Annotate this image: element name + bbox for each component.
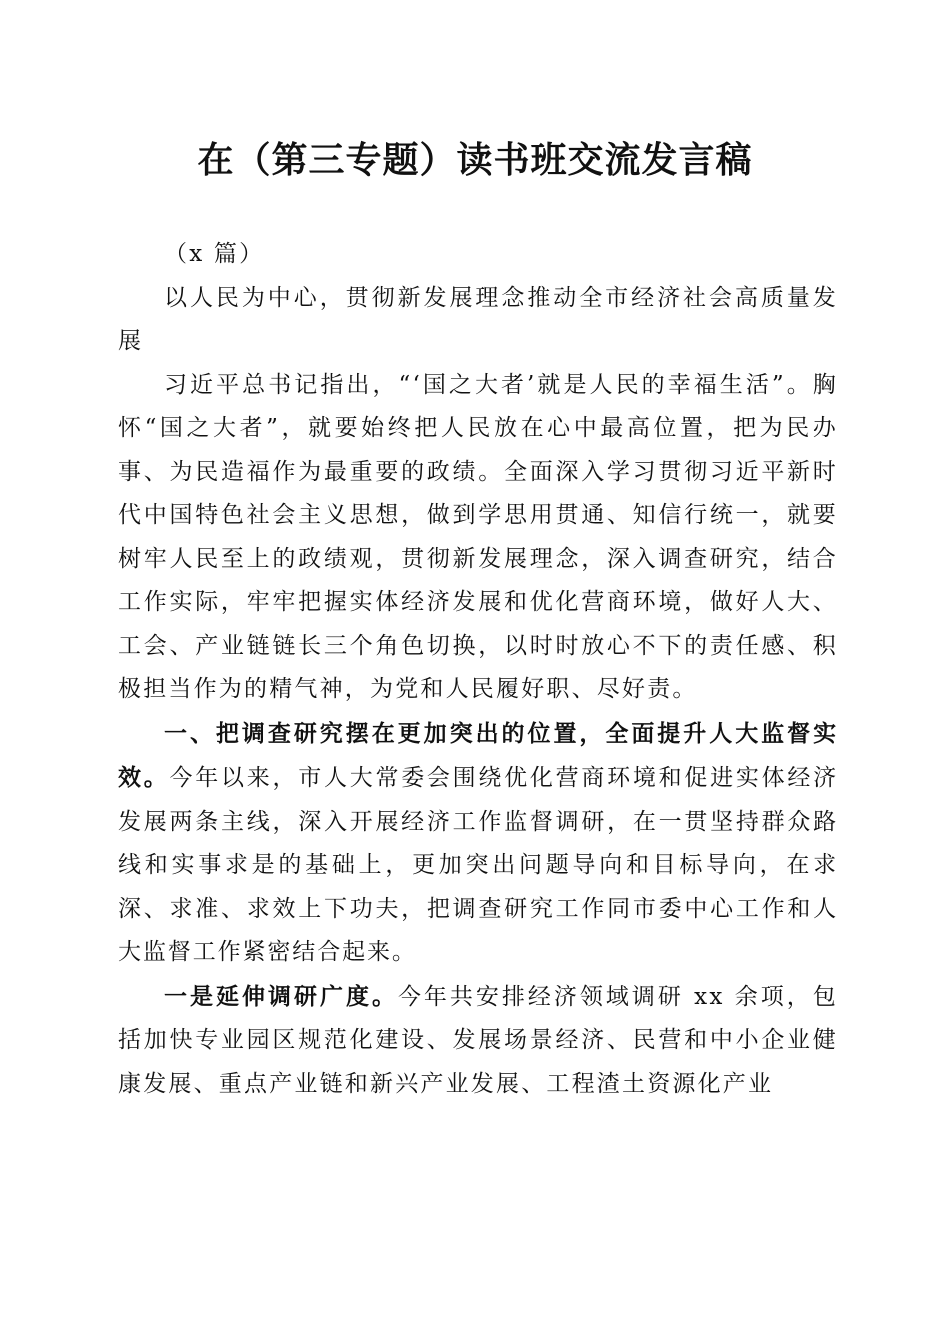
section-one-text: 今年以来，市人大常委会围绕优化营商环境和促进实体经济发展两条主线，深入开展经济工作监督调研，在一贯坚持群众路线和实事求是的基础上，更加突出问题导向和目标导向，在求深、求准、求效上下功夫，把调查研究工作同市委中心工作和人大监督工作紧密结合起来。 [118,765,838,965]
paragraph-author-note: （x 篇） [164,241,265,267]
paragraph-point-one [118,975,838,1107]
paragraph-intro: 习近平总书记指出，“‘国之大者’就是人民的幸福生活”。胸怀“国之大者”，就要始终把人民放在心中最高位置，把为民办事、为民造福作为最重要的政绩。全面深入学习贯彻习近平新时代中国特色社会主义思想，做到学思用贯通、知信行统一，就要树牢人民至上的政绩观，贯彻新发展理念，深入调查研究，结合工作实际，牢牢把握实体经济发展和优化营商环境，做好人大、工会、产业链链长三个角色切换，以时时放心不下的责任感、积极担当作为的精气神，为党和人民履好职、尽好责。 [118,371,838,702]
section-one-heading: 一、把调查研究摆在更加突出的位置，全面提升人大监督实效。 [118,719,838,791]
paragraph-subtitle: 以人民为中心，贯彻新发展理念推动全市经济社会高质量发展 [118,284,838,354]
document-title: 在（第三专题）读书班交流发言稿 [197,139,753,181]
point-one-text: 今年共安排经济领域调研 xx 余项，包括加快专业园区规范化建设、发展场景经济、民营和中小企业健康发展、重点产业链和新兴产业发展、工程渣土资源化产业 [118,983,838,1097]
paragraph-section-one [118,712,838,975]
point-one-heading: 一是延伸调研广度。 [164,982,398,1010]
document-body [118,233,838,1106]
